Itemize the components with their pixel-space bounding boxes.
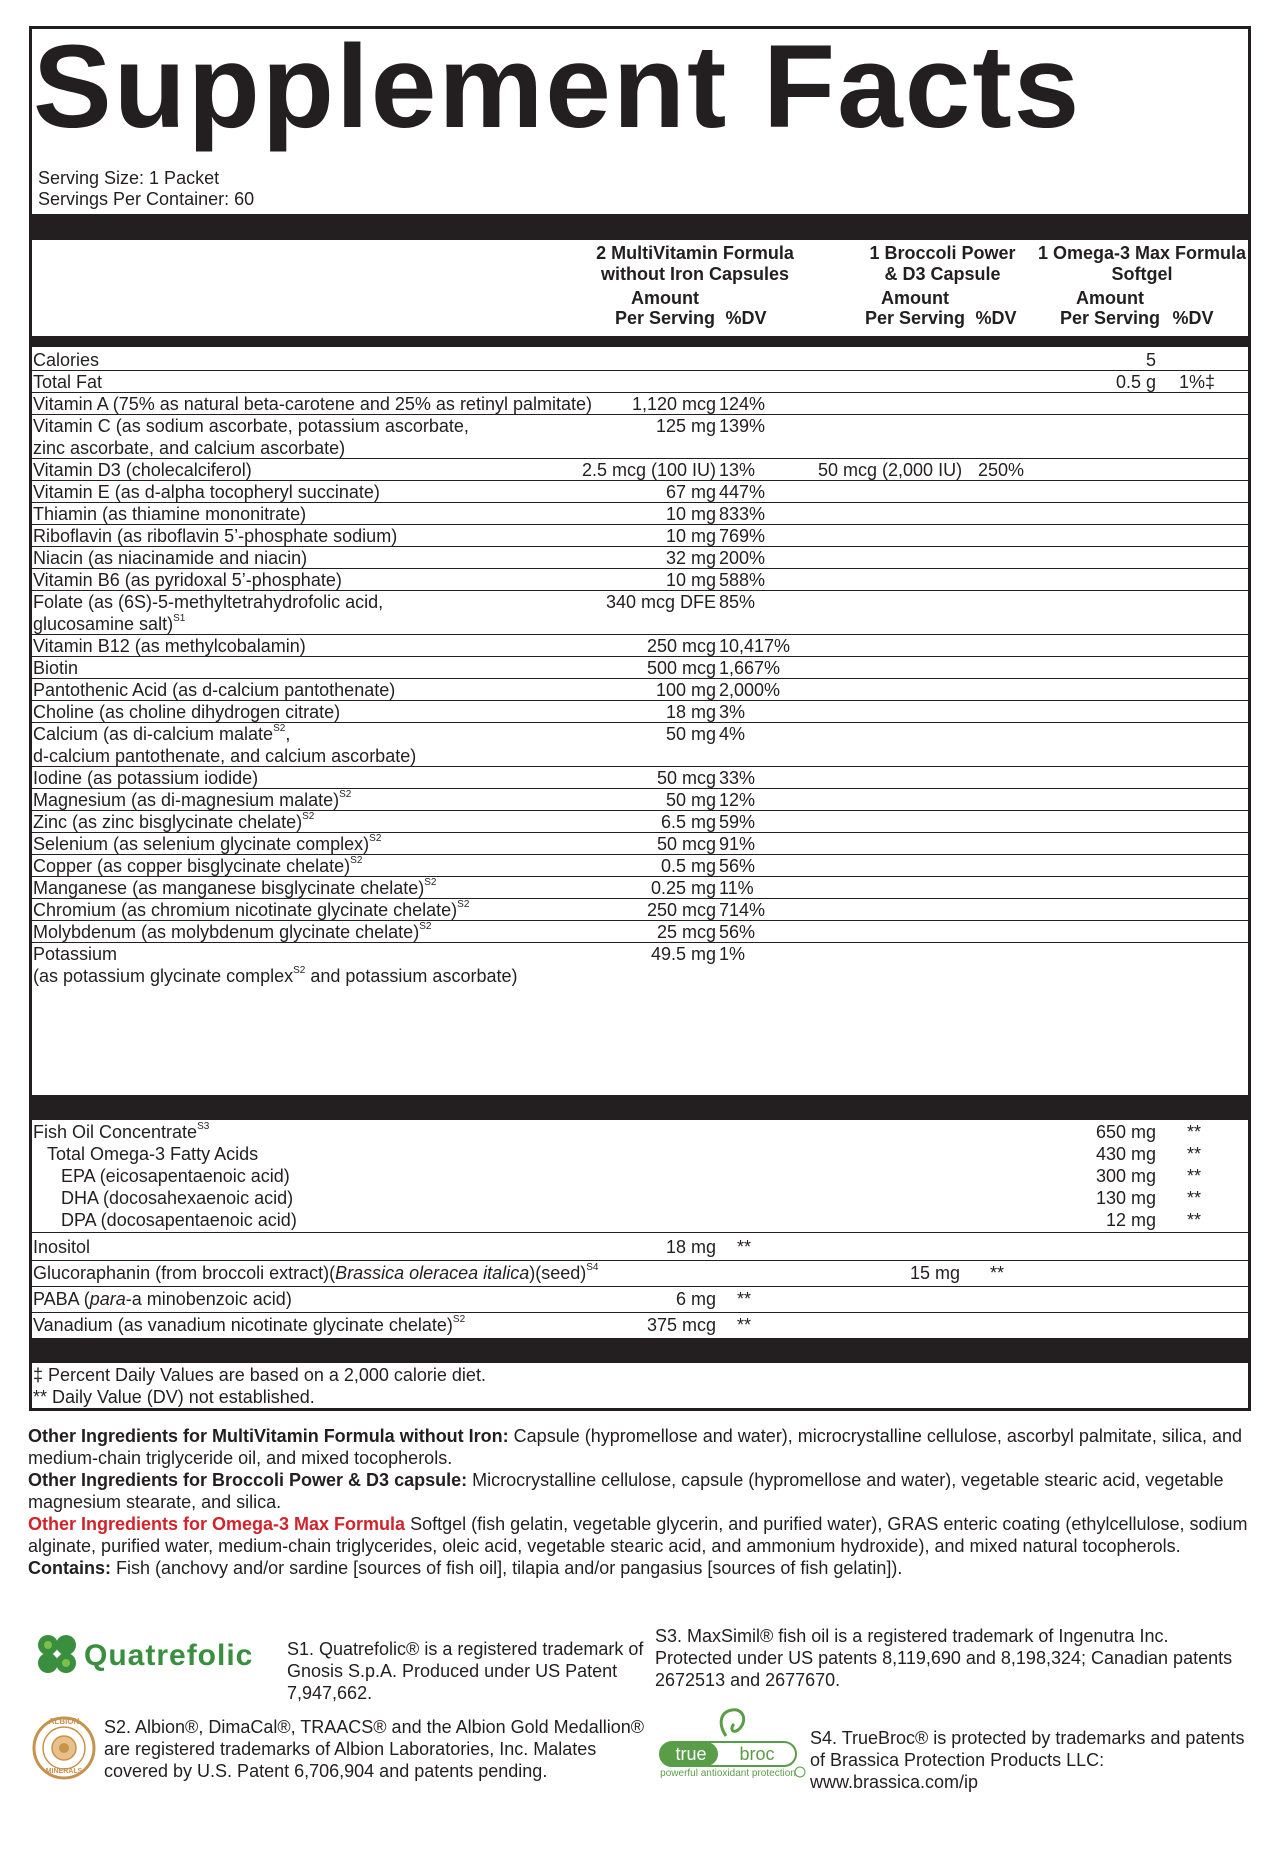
latin-name: para <box>89 1289 126 1309</box>
nutrient-label <box>33 569 342 591</box>
multi-amount: 6.5 mg <box>660 812 716 832</box>
multi-amount: 340 mcg DFE <box>605 592 716 612</box>
other-nutrient-name: Inositol <box>33 1237 91 1257</box>
other-nutrient-name-cont: )(seed) <box>529 1263 587 1283</box>
multi-dv: 447% <box>719 482 766 502</box>
footnote-ref: S2 <box>369 833 382 844</box>
other-nutrient-name: Vanadium (as vanadium nicotinate glycinate chelate) <box>33 1315 453 1335</box>
multi-dv: 10,417% <box>719 636 791 656</box>
col-multi-name: 2 MultiVitamin Formula without Iron Capsules <box>596 243 794 284</box>
multi-amount: 0.25 mg <box>650 878 716 898</box>
panel-title: Supplement Facts <box>33 21 1082 153</box>
footnote-ref: S2 <box>419 921 432 932</box>
nutrient-label-line <box>33 657 78 679</box>
nutrient-label <box>33 921 431 943</box>
nutrient-name: Manganese (as manganese bisglycinate chelate) <box>33 878 425 898</box>
multi-amount: 10 mg <box>665 504 716 524</box>
albion-bottom-text: MINERALS <box>45 1768 83 1775</box>
s3-trademark: S3. MaxSimil® fish oil is a registered trademark of Ingenutra Inc. Protected under US patents 8,119,690 and 8,198,324; Canadian patents 2672513 and 2677670. <box>655 1626 1233 1690</box>
nutrient-name: Magnesium (as di-magnesium malate) <box>33 790 340 810</box>
other-nutrient-name: Glucoraphanin (from broccoli extract)( <box>33 1263 336 1283</box>
row-divider <box>32 1286 1248 1287</box>
nutrient-name-cont: , <box>285 724 291 744</box>
multi-ingredients: Other Ingredients for MultiVitamin Formula without Iron: Capsule (hypromellose and water), microcrystalline cellulose, ascorbyl palmitate, silica, and medium-chain triglyceride oil, and mixed tocopherols. <box>28 1426 1242 1468</box>
multi-amount: 250 mcg <box>646 636 716 656</box>
nutrient-label-line <box>33 921 431 943</box>
nutrient-label <box>33 855 362 877</box>
omega-dv: 1%‡ <box>1179 372 1216 392</box>
multi-dv: ** <box>737 1237 752 1257</box>
fish-oil-label <box>61 1209 297 1231</box>
nutrient-label-line <box>33 855 362 877</box>
nutrient-name: Folate (as (6S)-5-methyltetrahydrofolic acid, <box>33 592 384 612</box>
footnote-ref: S2 <box>302 811 315 822</box>
nutrient-label-line <box>33 965 517 987</box>
nutrient-name-cont: glucosamine salt) <box>33 614 174 634</box>
multi-dv: 124% <box>719 394 766 414</box>
nutrient-label-line <box>33 591 383 613</box>
nutrient-name: Niacin (as niacinamide and niacin) <box>33 548 308 568</box>
multi-dv: 91% <box>719 834 756 854</box>
contains-statement: Contains: Fish (anchovy and/or sardine [sources of fish oil], tilapia and/or pangasius [sources of fish gelatin]). <box>28 1558 903 1578</box>
nutrient-label <box>33 789 351 811</box>
not-established-footnote: ** Daily Value (DV) not established. <box>33 1387 315 1407</box>
omega-dv: ** <box>1187 1144 1202 1164</box>
footnote-ref: S2 <box>339 789 352 800</box>
multi-amount: 500 mcg <box>646 658 716 678</box>
multi-dv: 139% <box>719 416 766 436</box>
broccoli-dv: 250% <box>978 460 1025 480</box>
omega-amount: 300 mg <box>1095 1166 1156 1186</box>
nutrient-name: Total Fat <box>33 372 103 392</box>
nutrient-label <box>33 679 395 701</box>
multi-amount: 50 mcg <box>656 768 716 788</box>
nutrient-label-line <box>33 569 342 591</box>
nutrient-name: Riboflavin (as riboflavin 5’-phosphate sodium) <box>33 526 398 546</box>
multi-dv: 33% <box>719 768 756 788</box>
nutrient-label <box>33 877 436 899</box>
broccoli-dv: ** <box>990 1263 1005 1283</box>
nutrient-label-line <box>33 877 436 899</box>
nutrient-name: Thiamin (as thiamine mononitrate) <box>33 504 307 524</box>
broccoli-amount: 50 mcg (2,000 IU) <box>818 460 963 480</box>
nutrient-label-line <box>33 635 306 657</box>
multi-amount: 125 mg <box>655 416 716 436</box>
nutrient-label <box>33 503 306 525</box>
nutrient-label-line <box>33 437 469 459</box>
nutrient-name: Choline (as choline dihydrogen citrate) <box>33 702 341 722</box>
omega-amount: 130 mg <box>1095 1188 1156 1208</box>
nutrient-label-line <box>33 415 469 437</box>
nutrient-label-line <box>33 943 517 965</box>
col-broccoli-dv: %DV <box>975 308 1017 328</box>
row-divider <box>32 1232 1248 1233</box>
multi-dv: ** <box>737 1289 752 1309</box>
multi-amount: 18 mg <box>665 702 716 722</box>
nutrient-label <box>33 547 307 569</box>
nutrient-label-line <box>33 371 102 393</box>
footnote-ref: S2 <box>273 723 286 734</box>
nutrient-label-line <box>33 547 307 569</box>
nutrient-label <box>33 459 252 481</box>
broccoli-ingredients: Other Ingredients for Broccoli Power & D3 capsule: Microcrystalline cellulose, capsule (hypromellose and water), vegetable stearic acid, vegetable magnesium stearate, and silica. <box>28 1470 1224 1512</box>
multi-dv: 588% <box>719 570 766 590</box>
multi-dv: 56% <box>719 922 756 942</box>
nutrient-label-line <box>33 459 252 481</box>
nutrient-label <box>33 591 383 635</box>
multi-dv: 3% <box>719 702 746 722</box>
footnote-ref: S2 <box>350 855 363 866</box>
nutrient-label <box>33 481 380 503</box>
header-divider-bar <box>32 336 1248 347</box>
omega-amount: 5 <box>1145 350 1156 370</box>
section-bar-fish <box>32 1095 1248 1120</box>
other-nutrient-label <box>33 1262 598 1284</box>
nutrient-name: Zinc (as zinc bisglycinate chelate) <box>33 812 303 832</box>
broccoli-amount: 15 mg <box>909 1263 960 1283</box>
omega-amount: 12 mg <box>1105 1210 1156 1230</box>
nutrient-label <box>33 393 592 415</box>
section-bar-footnotes <box>32 1338 1248 1363</box>
multi-dv: 769% <box>719 526 766 546</box>
nutrient-label-line <box>33 899 469 921</box>
multi-dv: ** <box>737 1315 752 1335</box>
nutrient-name: Molybdenum (as molybdenum glycinate chelate) <box>33 922 420 942</box>
col-omega-amount: Amount Per Serving <box>1059 288 1161 328</box>
nutrient-name: Potassium <box>33 944 118 964</box>
nutrient-label-line <box>33 811 314 833</box>
nutrient-name: Vitamin E (as d-alpha tocopheryl succinate) <box>33 482 380 502</box>
nutrient-label-line <box>33 613 383 635</box>
nutrient-name: Biotin <box>33 658 79 678</box>
nutrient-name: Calories <box>33 350 100 370</box>
servings-per-container: Servings Per Container: 60 <box>38 189 255 209</box>
nutrient-name: Copper (as copper bisglycinate chelate) <box>33 856 351 876</box>
multi-dv: 200% <box>719 548 766 568</box>
quatrefolic-logo-text: Quatrefolic <box>84 1639 254 1672</box>
multi-amount: 6 mg <box>675 1289 716 1309</box>
nutrient-label <box>33 635 306 657</box>
footnote-ref: S3 <box>197 1121 210 1132</box>
multi-amount: 50 mg <box>665 724 716 744</box>
multi-dv: 13% <box>719 460 756 480</box>
multi-amount: 49.5 mg <box>650 944 716 964</box>
nutrient-label <box>33 833 381 855</box>
nutrient-label <box>33 899 469 921</box>
multi-amount: 100 mg <box>655 680 716 700</box>
dv-footnote: ‡ Percent Daily Values are based on a 2,000 calorie diet. <box>33 1365 486 1385</box>
nutrient-name: Iodine (as potassium iodide) <box>33 768 259 788</box>
truebroc-broc-text: broc <box>739 1744 775 1764</box>
fish-oil-label <box>61 1165 290 1187</box>
multi-dv: 1,667% <box>719 658 781 678</box>
fish-oil-label <box>61 1187 293 1209</box>
nutrient-name-cont: d-calcium pantothenate, and calcium ascorbate) <box>33 746 417 766</box>
latin-name: Brassica oleracea italica <box>335 1263 530 1283</box>
multi-amount: 2.5 mcg (100 IU) <box>581 460 716 480</box>
col-omega-dv: %DV <box>1172 308 1214 328</box>
multi-amount: 1,120 mcg <box>631 394 716 414</box>
nutrient-label <box>33 371 102 393</box>
row-divider <box>32 1260 1248 1261</box>
other-nutrient-name-cont: -a minobenzoic acid) <box>125 1289 292 1309</box>
nutrient-label-line <box>33 393 592 415</box>
nutrient-name: Chromium (as chromium nicotinate glycinate chelate) <box>33 900 458 920</box>
col-broccoli-amount: Amount Per Serving <box>864 288 966 328</box>
nutrient-label-line <box>33 349 99 371</box>
nutrient-name: Pantothenic Acid (as d-calcium pantothenate) <box>33 680 396 700</box>
nutrient-name-cont: zinc ascorbate, and calcium ascorbate) <box>33 438 346 458</box>
multi-dv: 714% <box>719 900 766 920</box>
omega-dv: ** <box>1187 1188 1202 1208</box>
nutrient-name: Vitamin D3 (cholecalciferol) <box>33 460 252 480</box>
footnote-ref: S1 <box>173 613 186 624</box>
footnote-ref: S2 <box>293 965 306 976</box>
nutrient-label <box>33 701 340 723</box>
nutrient-label-line <box>33 701 340 723</box>
nutrient-name: Vitamin A (75% as natural beta-carotene and 25% as retinyl palmitate) <box>33 394 592 414</box>
footnote-ref: S4 <box>586 1262 599 1273</box>
omega-amount: 650 mg <box>1095 1122 1156 1142</box>
omega-ingredients: Other Ingredients for Omega-3 Max Formula Softgel (fish gelatin, vegetable glycerin, and purified water), GRAS enteric coating (ethylcellulose, sodium alginate, purified water, medium-chain triglycerides, oleic acid, vegetable stearic acid, and ammonium hydroxide), and mixed natural tocopherols. <box>28 1514 1248 1556</box>
serving-size: Serving Size: 1 Packet <box>38 168 220 188</box>
nutrient-name: Vitamin B12 (as methylcobalamin) <box>33 636 306 656</box>
fish-oil-name: DPA (docosapentaenoic acid) <box>61 1210 297 1230</box>
albion-top-text: ALBION <box>48 1717 80 1726</box>
footnote-ref: S2 <box>424 877 437 888</box>
multi-amount: 0.5 mg <box>660 856 716 876</box>
nutrient-label <box>33 349 99 371</box>
nutrient-label-line <box>33 503 306 525</box>
nutrient-label <box>33 657 78 679</box>
multi-amount: 50 mg <box>665 790 716 810</box>
nutrient-label-line <box>33 723 416 745</box>
nutrient-label <box>33 767 258 789</box>
col-multi-amount: Amount Per Serving <box>614 288 716 328</box>
s2-trademark: S2. Albion®, DimaCal®, TRAACS® and the Albion Gold Medallion® are registered trademarks of Albion Laboratories, Inc. Malates covered by U.S. Patent 6,706,904 and patents pending. <box>104 1717 644 1781</box>
nutrient-label <box>33 723 416 767</box>
s4-trademark: S4. TrueBroc® is protected by trademarks and patents of Brassica Protection Products LLC: www.brassica.com/ip <box>810 1728 1245 1792</box>
omega-dv: ** <box>1187 1210 1202 1230</box>
multi-amount: 50 mcg <box>656 834 716 854</box>
omega-amount: 430 mg <box>1095 1144 1156 1164</box>
other-nutrient-name: PABA ( <box>33 1289 90 1309</box>
fish-oil-label <box>33 1121 209 1143</box>
nutrient-name: Vitamin C (as sodium ascorbate, potassium ascorbate, <box>33 416 469 436</box>
multi-amount: 67 mg <box>665 482 716 502</box>
nutrient-label <box>33 811 314 833</box>
multi-amount: 10 mg <box>665 570 716 590</box>
omega-dv: ** <box>1187 1122 1202 1142</box>
multi-dv: 833% <box>719 504 766 524</box>
multi-dv: 2,000% <box>719 680 781 700</box>
omega-amount: 0.5 g <box>1115 372 1156 392</box>
nutrient-label <box>33 943 517 987</box>
nutrient-label-line <box>33 767 258 789</box>
nutrient-label-line <box>33 679 395 701</box>
multi-dv: 12% <box>719 790 756 810</box>
nutrient-name: Vitamin B6 (as pyridoxal 5’-phosphate) <box>33 570 342 590</box>
fish-oil-name: DHA (docosahexaenoic acid) <box>61 1188 294 1208</box>
truebroc-true-text: true <box>675 1744 707 1764</box>
nutrient-label-line <box>33 481 380 503</box>
multi-amount: 18 mg <box>665 1237 716 1257</box>
footnote-ref: S2 <box>452 1314 466 1325</box>
fish-oil-name: EPA (eicosapentaenoic acid) <box>61 1166 290 1186</box>
nutrient-name: Selenium (as selenium glycinate complex) <box>33 834 370 854</box>
other-nutrient-label <box>33 1236 90 1258</box>
col-omega-name: 1 Omega-3 Max Formula Softgel <box>1037 243 1247 284</box>
s1-trademark: S1. Quatrefolic® is a registered trademark of Gnosis S.p.A. Produced under US Patent 7,947,662. <box>287 1639 644 1703</box>
multi-amount: 375 mcg <box>646 1315 716 1335</box>
fish-oil-name: Total Omega-3 Fatty Acids <box>47 1144 259 1164</box>
nutrient-label <box>33 415 469 459</box>
other-nutrient-label <box>33 1314 465 1336</box>
nutrient-name: Calcium (as di-calcium malate <box>33 724 274 744</box>
footnote-ref: S2 <box>457 899 470 910</box>
nutrient-label-line <box>33 525 397 547</box>
multi-amount: 250 mcg <box>646 900 716 920</box>
nutrient-label-line <box>33 745 416 767</box>
fish-oil-label <box>47 1143 258 1165</box>
multi-dv: 56% <box>719 856 756 876</box>
nutrient-label-line <box>33 789 351 811</box>
header-bar <box>32 214 1248 240</box>
nutrient-name-cont: and potassium ascorbate) <box>305 966 518 986</box>
multi-amount: 32 mg <box>665 548 716 568</box>
nutrient-label <box>33 525 397 547</box>
nutrient-name-cont: (as potassium glycinate complex <box>33 966 294 986</box>
col-multi-dv: %DV <box>725 308 767 328</box>
multi-amount: 10 mg <box>665 526 716 546</box>
col-broccoli-name: 1 Broccoli Power & D3 Capsule <box>869 243 1016 284</box>
multi-dv: 85% <box>719 592 756 612</box>
truebroc-tagline: powerful antioxidant protection <box>660 1768 796 1779</box>
multi-dv: 11% <box>719 878 754 898</box>
multi-dv: 1% <box>719 944 746 964</box>
omega-dv: ** <box>1187 1166 1202 1186</box>
other-nutrient-label <box>33 1288 292 1310</box>
multi-amount: 25 mcg <box>656 922 716 942</box>
multi-dv: 59% <box>719 812 756 832</box>
multi-dv: 4% <box>719 724 746 744</box>
fish-oil-name: Fish Oil Concentrate <box>33 1122 198 1142</box>
row-divider <box>32 1312 1248 1313</box>
nutrient-label-line <box>33 833 381 855</box>
